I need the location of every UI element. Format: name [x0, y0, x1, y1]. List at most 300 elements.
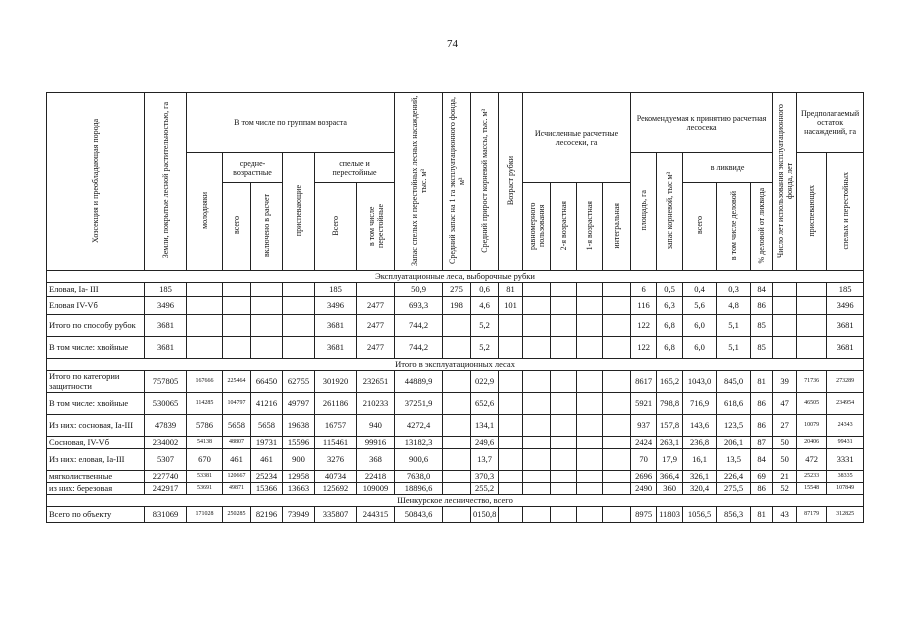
- col-cut-age: Возраст рубки: [499, 93, 523, 271]
- table-cell: [443, 507, 471, 523]
- table-cell: 5786: [187, 415, 223, 437]
- table-cell: [603, 449, 631, 471]
- table-cell: [283, 283, 315, 297]
- table-cell: 255,2: [471, 483, 499, 495]
- table-cell: [797, 315, 827, 337]
- table-cell: 19638: [283, 415, 315, 437]
- table-cell: [357, 283, 395, 297]
- table-cell: [577, 315, 603, 337]
- col-rec-root: запас корневой, тыс м³: [657, 153, 683, 271]
- table-cell: 73949: [283, 507, 315, 523]
- table-cell: 38335: [827, 471, 864, 483]
- table-cell: 18896,6: [395, 483, 443, 495]
- table-cell: 845,0: [717, 371, 751, 393]
- table-cell: 670: [187, 449, 223, 471]
- table-cell: 104797: [223, 393, 251, 415]
- table-cell: 10079: [797, 415, 827, 437]
- table-cell: 249,6: [471, 437, 499, 449]
- table-cell: [499, 315, 523, 337]
- table-cell: [523, 471, 551, 483]
- table-cell: 27: [773, 415, 797, 437]
- table-cell: 25233: [797, 471, 827, 483]
- table-cell: [603, 471, 631, 483]
- table-cell: 50: [773, 437, 797, 449]
- table-cell: [523, 393, 551, 415]
- table-cell: 3681: [827, 337, 864, 359]
- table-cell: 716,9: [683, 393, 717, 415]
- table-cell: 2696: [631, 471, 657, 483]
- table-cell: 13,5: [717, 449, 751, 471]
- table-cell: 3681: [315, 315, 357, 337]
- table-cell: 3496: [315, 297, 357, 315]
- table-cell: 275: [443, 283, 471, 297]
- table-cell: 69: [751, 471, 773, 483]
- table-cell: 206,1: [717, 437, 751, 449]
- table-cell: [551, 415, 577, 437]
- table-cell: 8617: [631, 371, 657, 393]
- table-cell: [443, 393, 471, 415]
- table-cell: [551, 471, 577, 483]
- table-cell: 2424: [631, 437, 657, 449]
- table-cell: 3681: [827, 315, 864, 337]
- row-label: мягколиственные: [47, 471, 145, 483]
- table-cell: 16757: [315, 415, 357, 437]
- table-cell: 0,5: [657, 283, 683, 297]
- table-cell: 244315: [357, 507, 395, 523]
- table-cell: 7638,0: [395, 471, 443, 483]
- col-age-groups: В том числе по группам возраста: [187, 93, 395, 153]
- table-cell: [223, 297, 251, 315]
- table-cell: 49871: [223, 483, 251, 495]
- table-cell: 4,6: [471, 297, 499, 315]
- col-pre: приспевающие: [283, 153, 315, 271]
- table-cell: [499, 507, 523, 523]
- table-cell: 24343: [827, 415, 864, 437]
- col-liq-all: всего: [683, 183, 717, 271]
- table-cell: 86: [751, 297, 773, 315]
- table-cell: [551, 371, 577, 393]
- table-cell: 39: [773, 371, 797, 393]
- table-cell: [577, 507, 603, 523]
- table-cell: [523, 297, 551, 315]
- col-rem-mat: спелых и перестойных: [827, 153, 864, 271]
- table-cell: [251, 283, 283, 297]
- table-cell: 99431: [827, 437, 864, 449]
- table-cell: 275,5: [717, 483, 751, 495]
- table-cell: 472: [797, 449, 827, 471]
- table-cell: [551, 437, 577, 449]
- col-mid-incl: включено в расчет: [251, 183, 283, 271]
- table-cell: 232651: [357, 371, 395, 393]
- table-cell: 15548: [797, 483, 827, 495]
- table-cell: 6,8: [657, 337, 683, 359]
- table-cell: [283, 315, 315, 337]
- row-label: В том числе: хвойные: [47, 337, 145, 359]
- table-cell: 2477: [357, 297, 395, 315]
- table-cell: [603, 283, 631, 297]
- table-cell: 312825: [827, 507, 864, 523]
- table-cell: 5921: [631, 393, 657, 415]
- table-cell: 5,6: [683, 297, 717, 315]
- table-cell: [251, 297, 283, 315]
- table-cell: [443, 449, 471, 471]
- table-cell: 5,1: [717, 337, 751, 359]
- table-cell: 236,8: [683, 437, 717, 449]
- table-cell: 1043,0: [683, 371, 717, 393]
- table-cell: [499, 393, 523, 415]
- table-cell: [603, 393, 631, 415]
- table-cell: [187, 297, 223, 315]
- col-mature: спелые и перестойные: [315, 153, 395, 183]
- table-cell: [523, 283, 551, 297]
- col-rec: Рекомендуемая к принятию расчетная лесосека: [631, 93, 773, 153]
- section-title: Итого в эксплуатационных лесах: [47, 359, 864, 371]
- table-cell: 48807: [223, 437, 251, 449]
- table-cell: 210233: [357, 393, 395, 415]
- table-cell: 0,4: [683, 283, 717, 297]
- table-cell: [499, 449, 523, 471]
- table-cell: 122: [631, 315, 657, 337]
- table-cell: 0150,8: [471, 507, 499, 523]
- table-cell: [603, 337, 631, 359]
- table-cell: [523, 415, 551, 437]
- table-cell: [523, 315, 551, 337]
- table-cell: 3496: [145, 297, 187, 315]
- table-cell: [577, 371, 603, 393]
- table-cell: 940: [357, 415, 395, 437]
- table-cell: 2490: [631, 483, 657, 495]
- table-cell: 66450: [251, 371, 283, 393]
- col-farm: Хозсекция и преобладающая порода: [47, 93, 145, 271]
- table-cell: 360: [657, 483, 683, 495]
- col-liq-incl: в том числе деловой: [717, 183, 751, 271]
- table-cell: 87: [751, 437, 773, 449]
- table-cell: 109009: [357, 483, 395, 495]
- table-cell: 120667: [223, 471, 251, 483]
- table-cell: 185: [827, 283, 864, 297]
- table-cell: 85: [751, 337, 773, 359]
- table-cell: 693,3: [395, 297, 443, 315]
- row-label: Всего по объекту: [47, 507, 145, 523]
- table-cell: [603, 371, 631, 393]
- table-cell: 6,8: [657, 315, 683, 337]
- table-cell: [499, 337, 523, 359]
- col-stock: Запас спелых и перестойных лесных насаждений, тыс. м³: [395, 93, 443, 271]
- table-cell: 3681: [145, 315, 187, 337]
- table-cell: 530065: [145, 393, 187, 415]
- table-cell: 22418: [357, 471, 395, 483]
- table-cell: [551, 449, 577, 471]
- row-label: Еловая IV-Vб: [47, 297, 145, 315]
- table-row: [47, 393, 864, 415]
- col-rem-pre: приспевающих: [797, 153, 827, 271]
- table-cell: 0,6: [471, 283, 499, 297]
- table-cell: [603, 315, 631, 337]
- table-cell: 81: [499, 283, 523, 297]
- col-mid: средне-возрастные: [223, 153, 283, 183]
- forest-table: [46, 92, 864, 523]
- table-cell: 8975: [631, 507, 657, 523]
- table-cell: 44889,9: [395, 371, 443, 393]
- col-young: молодняки: [187, 153, 223, 271]
- col-calc-2: 2-я возрастная: [551, 183, 577, 271]
- table-cell: 4,8: [717, 297, 751, 315]
- table-cell: 2477: [357, 315, 395, 337]
- table-cell: 47839: [145, 415, 187, 437]
- table-cell: 226,4: [717, 471, 751, 483]
- table-cell: 185: [145, 283, 187, 297]
- table-cell: 37251,9: [395, 393, 443, 415]
- table-cell: 20406: [797, 437, 827, 449]
- table-cell: 81: [751, 371, 773, 393]
- table-cell: 242917: [145, 483, 187, 495]
- table-cell: [551, 283, 577, 297]
- table-cell: 54138: [187, 437, 223, 449]
- table-cell: 022,9: [471, 371, 499, 393]
- table-cell: 99916: [357, 437, 395, 449]
- table-cell: 461: [251, 449, 283, 471]
- table-cell: 185: [315, 283, 357, 297]
- col-mature-incl: в том числе перестойные: [357, 183, 395, 271]
- row-label: Из них: еловая, Ia-III: [47, 449, 145, 471]
- table-cell: 831069: [145, 507, 187, 523]
- table-cell: 3681: [145, 337, 187, 359]
- table-cell: [577, 437, 603, 449]
- table-cell: 84: [751, 283, 773, 297]
- table-row: [47, 507, 864, 523]
- section-title: Шенкурское лесничество, всего: [47, 495, 864, 507]
- table-cell: 115461: [315, 437, 357, 449]
- table-cell: 301920: [315, 371, 357, 393]
- table-cell: 62755: [283, 371, 315, 393]
- table-row: [47, 449, 864, 471]
- table-cell: [499, 471, 523, 483]
- table-cell: [551, 297, 577, 315]
- page-number: 74: [447, 38, 458, 50]
- table-cell: 5,1: [717, 315, 751, 337]
- table-cell: 234002: [145, 437, 187, 449]
- table-cell: [443, 415, 471, 437]
- table-cell: [443, 337, 471, 359]
- table-cell: [773, 283, 797, 297]
- table-cell: 16,1: [683, 449, 717, 471]
- table-cell: 0,3: [717, 283, 751, 297]
- table-cell: 3496: [827, 297, 864, 315]
- table-cell: 900: [283, 449, 315, 471]
- table-cell: 53691: [187, 483, 223, 495]
- col-mid-all: всего: [223, 183, 251, 271]
- table-cell: [523, 371, 551, 393]
- table-cell: [523, 437, 551, 449]
- row-label: из них: березовая: [47, 483, 145, 495]
- row-label: Из них: сосновая, Ia-III: [47, 415, 145, 437]
- table-cell: 84: [751, 449, 773, 471]
- table-cell: 101: [499, 297, 523, 315]
- table-cell: 263,1: [657, 437, 683, 449]
- table-cell: [443, 437, 471, 449]
- table-cell: 937: [631, 415, 657, 437]
- table-cell: 1056,5: [683, 507, 717, 523]
- table-row: [47, 371, 864, 393]
- table-cell: 157,8: [657, 415, 683, 437]
- table-cell: 52: [773, 483, 797, 495]
- table-cell: [551, 483, 577, 495]
- table-cell: 50,9: [395, 283, 443, 297]
- table-cell: 15366: [251, 483, 283, 495]
- table-cell: 25234: [251, 471, 283, 483]
- col-avg-stock: Средний запас на 1 га эксплуатационного фонда, м³: [443, 93, 471, 271]
- table-cell: 5658: [223, 415, 251, 437]
- table-cell: [443, 483, 471, 495]
- table-row: [47, 315, 864, 337]
- table-cell: 366,4: [657, 471, 683, 483]
- table-cell: [797, 297, 827, 315]
- table-cell: [603, 507, 631, 523]
- table-cell: [577, 393, 603, 415]
- table-cell: 4272,4: [395, 415, 443, 437]
- table-cell: 652,6: [471, 393, 499, 415]
- table-cell: 71736: [797, 371, 827, 393]
- col-liquid: в ликвиде: [683, 153, 773, 183]
- section-title: Эксплуатационные леса, выборочные рубки: [47, 271, 864, 283]
- table-cell: [499, 437, 523, 449]
- table-cell: 17,9: [657, 449, 683, 471]
- table-row: [47, 437, 864, 449]
- table-cell: 370,3: [471, 471, 499, 483]
- table-header: [47, 93, 864, 271]
- table-cell: 53381: [187, 471, 223, 483]
- table-cell: [187, 315, 223, 337]
- table-cell: 13182,3: [395, 437, 443, 449]
- table-cell: 46505: [797, 393, 827, 415]
- table-cell: 225464: [223, 371, 251, 393]
- table-cell: 82196: [251, 507, 283, 523]
- table-cell: 744,2: [395, 337, 443, 359]
- table-cell: 13,7: [471, 449, 499, 471]
- table-cell: 49797: [283, 393, 315, 415]
- table-cell: [577, 415, 603, 437]
- table-cell: 123,5: [717, 415, 751, 437]
- row-label: Итого по категории защитности: [47, 371, 145, 393]
- table-cell: 87179: [797, 507, 827, 523]
- table-cell: 41216: [251, 393, 283, 415]
- table-cell: 3331: [827, 449, 864, 471]
- col-calc-1: равномерного пользования: [523, 183, 551, 271]
- table-cell: 107849: [827, 483, 864, 495]
- table-cell: 19731: [251, 437, 283, 449]
- table-cell: 167666: [187, 371, 223, 393]
- table-cell: [499, 371, 523, 393]
- table-cell: 85: [751, 315, 773, 337]
- table-cell: 15596: [283, 437, 315, 449]
- row-label: Итого по способу рубок: [47, 315, 145, 337]
- row-label: Еловая, Ia- III: [47, 283, 145, 297]
- col-mature-all: Всего: [315, 183, 357, 271]
- table-cell: 461: [223, 449, 251, 471]
- table-cell: [773, 297, 797, 315]
- table-cell: [187, 283, 223, 297]
- table-cell: [577, 471, 603, 483]
- table-cell: 5,2: [471, 337, 499, 359]
- table-cell: [499, 483, 523, 495]
- table-cell: [551, 393, 577, 415]
- table-cell: 70: [631, 449, 657, 471]
- table-cell: [523, 449, 551, 471]
- table-cell: 198: [443, 297, 471, 315]
- table-cell: [773, 337, 797, 359]
- table-cell: [223, 283, 251, 297]
- table-cell: 900,6: [395, 449, 443, 471]
- table-cell: 6,3: [657, 297, 683, 315]
- table-cell: [251, 337, 283, 359]
- table-cell: [251, 315, 283, 337]
- table-cell: [577, 297, 603, 315]
- table-cell: 86: [751, 393, 773, 415]
- table-cell: 3681: [315, 337, 357, 359]
- table-cell: [283, 297, 315, 315]
- table-cell: [523, 483, 551, 495]
- table-cell: 2477: [357, 337, 395, 359]
- table-cell: 43: [773, 507, 797, 523]
- col-remain: Предполагаемый остаток насаждений, га: [797, 93, 864, 153]
- table-cell: 798,8: [657, 393, 683, 415]
- table-cell: 40734: [315, 471, 357, 483]
- table-cell: 250285: [223, 507, 251, 523]
- table-cell: 114285: [187, 393, 223, 415]
- table-cell: 165,2: [657, 371, 683, 393]
- table-cell: 856,3: [717, 507, 751, 523]
- table-cell: 122: [631, 337, 657, 359]
- table-cell: [577, 483, 603, 495]
- table-cell: 618,6: [717, 393, 751, 415]
- table-cell: 11803: [657, 507, 683, 523]
- table-row: [47, 483, 864, 495]
- table-cell: [577, 283, 603, 297]
- table-cell: [443, 471, 471, 483]
- table-cell: 5307: [145, 449, 187, 471]
- table-cell: [603, 483, 631, 495]
- col-calc: Исчисленные расчетные лесосеки, га: [523, 93, 631, 183]
- table-cell: 6,0: [683, 337, 717, 359]
- col-years: Число лет использования эксплуатационного фонда, лет: [773, 93, 797, 271]
- table-cell: 368: [357, 449, 395, 471]
- col-liq-pct: % деловой от ликвида: [751, 183, 773, 271]
- table-row: [47, 415, 864, 437]
- row-label: Сосновая, IV-Vб: [47, 437, 145, 449]
- table-cell: 273289: [827, 371, 864, 393]
- table-cell: 6: [631, 283, 657, 297]
- table-cell: 21: [773, 471, 797, 483]
- table-cell: 47: [773, 393, 797, 415]
- table-cell: [223, 315, 251, 337]
- col-avg-growth: Средний прирост корневой массы, тыс. м³: [471, 93, 499, 271]
- table-cell: [443, 315, 471, 337]
- table-cell: 5658: [251, 415, 283, 437]
- table-cell: [551, 337, 577, 359]
- col-calc-4: интегральная: [603, 183, 631, 271]
- table-cell: 86: [751, 483, 773, 495]
- row-label: В том числе: хвойные: [47, 393, 145, 415]
- table-cell: [773, 315, 797, 337]
- table-cell: [603, 437, 631, 449]
- table-cell: [603, 415, 631, 437]
- table-cell: 50843,6: [395, 507, 443, 523]
- table-cell: 86: [751, 415, 773, 437]
- table-cell: 50: [773, 449, 797, 471]
- table-cell: 171028: [187, 507, 223, 523]
- table-body: [47, 271, 864, 523]
- table-cell: 757805: [145, 371, 187, 393]
